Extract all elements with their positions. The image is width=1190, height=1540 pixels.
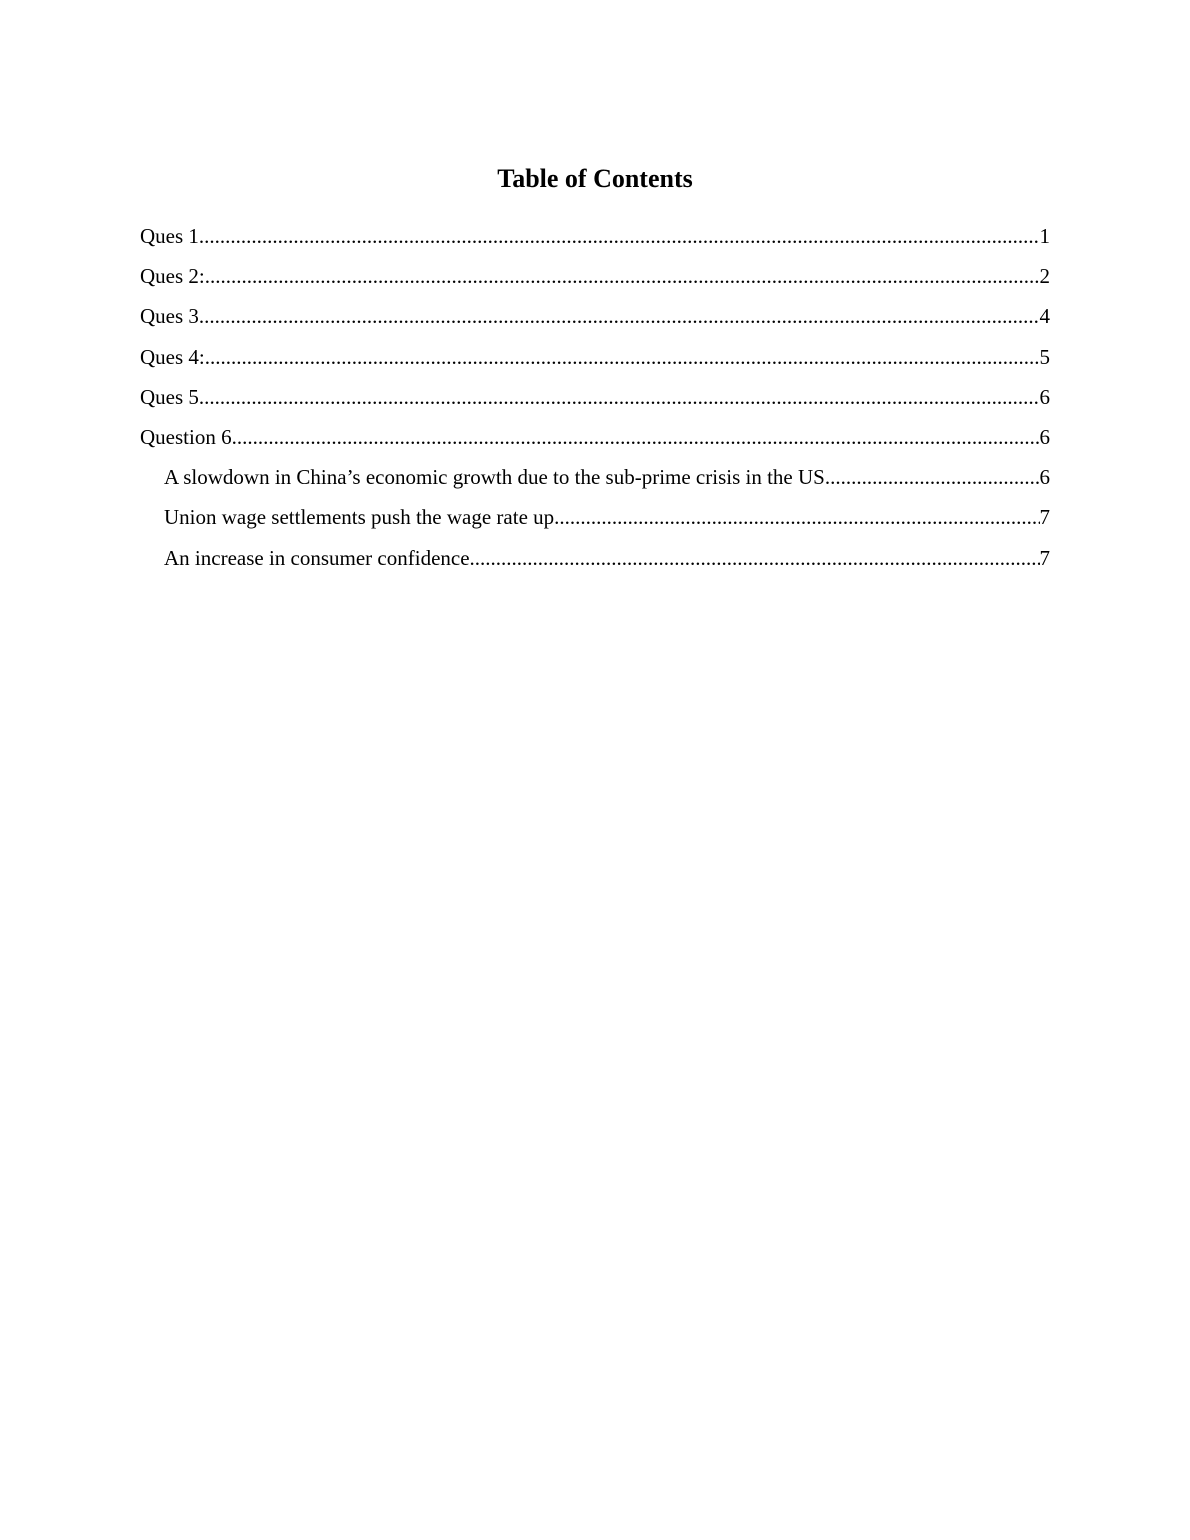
toc-entry-union-wage[interactable]	[140, 497, 1050, 537]
toc-page-number: 2	[1039, 264, 1050, 289]
toc-entry-text: A slowdown in China’s economic growth due to the sub-prime crisis in the US	[164, 465, 825, 490]
toc-entry-text: Ques 3	[140, 304, 199, 329]
toc-page-number: 4	[1039, 304, 1050, 329]
toc-entry-text: Question 6	[140, 424, 232, 449]
toc-entry-consumer-confidence[interactable]	[140, 538, 1050, 578]
toc-entry-ques-1[interactable]	[140, 216, 1050, 256]
toc-dot-leader	[554, 497, 1039, 537]
toc-entry-text: Ques 4:	[140, 344, 205, 369]
toc-entry-text: Ques 2:	[140, 264, 205, 289]
toc-dot-leader	[204, 377, 1039, 417]
toc-dot-leader	[204, 216, 1039, 256]
toc-entry-china-slowdown[interactable]	[140, 457, 1050, 497]
toc-entry-text: Union wage settlements push the wage rate up	[164, 505, 555, 530]
toc-page-number: 7	[1039, 505, 1050, 530]
toc-entry-ques-4[interactable]	[140, 337, 1050, 377]
toc-entry-text: Ques 1.	[140, 224, 205, 248]
table-of-contents	[140, 216, 1050, 578]
toc-title: Table of Contents	[497, 164, 693, 193]
toc-dot-leader	[825, 457, 1040, 497]
toc-entry-question-6[interactable]	[140, 417, 1050, 457]
toc-page-number: 5	[1039, 344, 1050, 369]
toc-dot-leader	[199, 296, 1040, 336]
toc-dot-leader	[205, 337, 1040, 377]
toc-page-number: 1	[1039, 224, 1050, 248]
toc-dot-leader	[470, 538, 1040, 578]
toc-page-number: 6	[1039, 384, 1050, 409]
toc-dot-leader	[232, 417, 1040, 457]
toc-entry-text: Ques 5.	[140, 384, 205, 409]
toc-page-number: 6	[1039, 465, 1050, 490]
toc-page-number: 6	[1039, 424, 1050, 449]
toc-dot-leader	[205, 256, 1040, 296]
toc-entry-ques-2[interactable]	[140, 256, 1050, 296]
toc-entry-text: An increase in consumer confidence	[164, 545, 470, 570]
toc-entry-ques-5[interactable]	[140, 377, 1050, 417]
toc-page-number: 7	[1039, 545, 1050, 570]
toc-entry-ques-3[interactable]	[140, 296, 1050, 336]
